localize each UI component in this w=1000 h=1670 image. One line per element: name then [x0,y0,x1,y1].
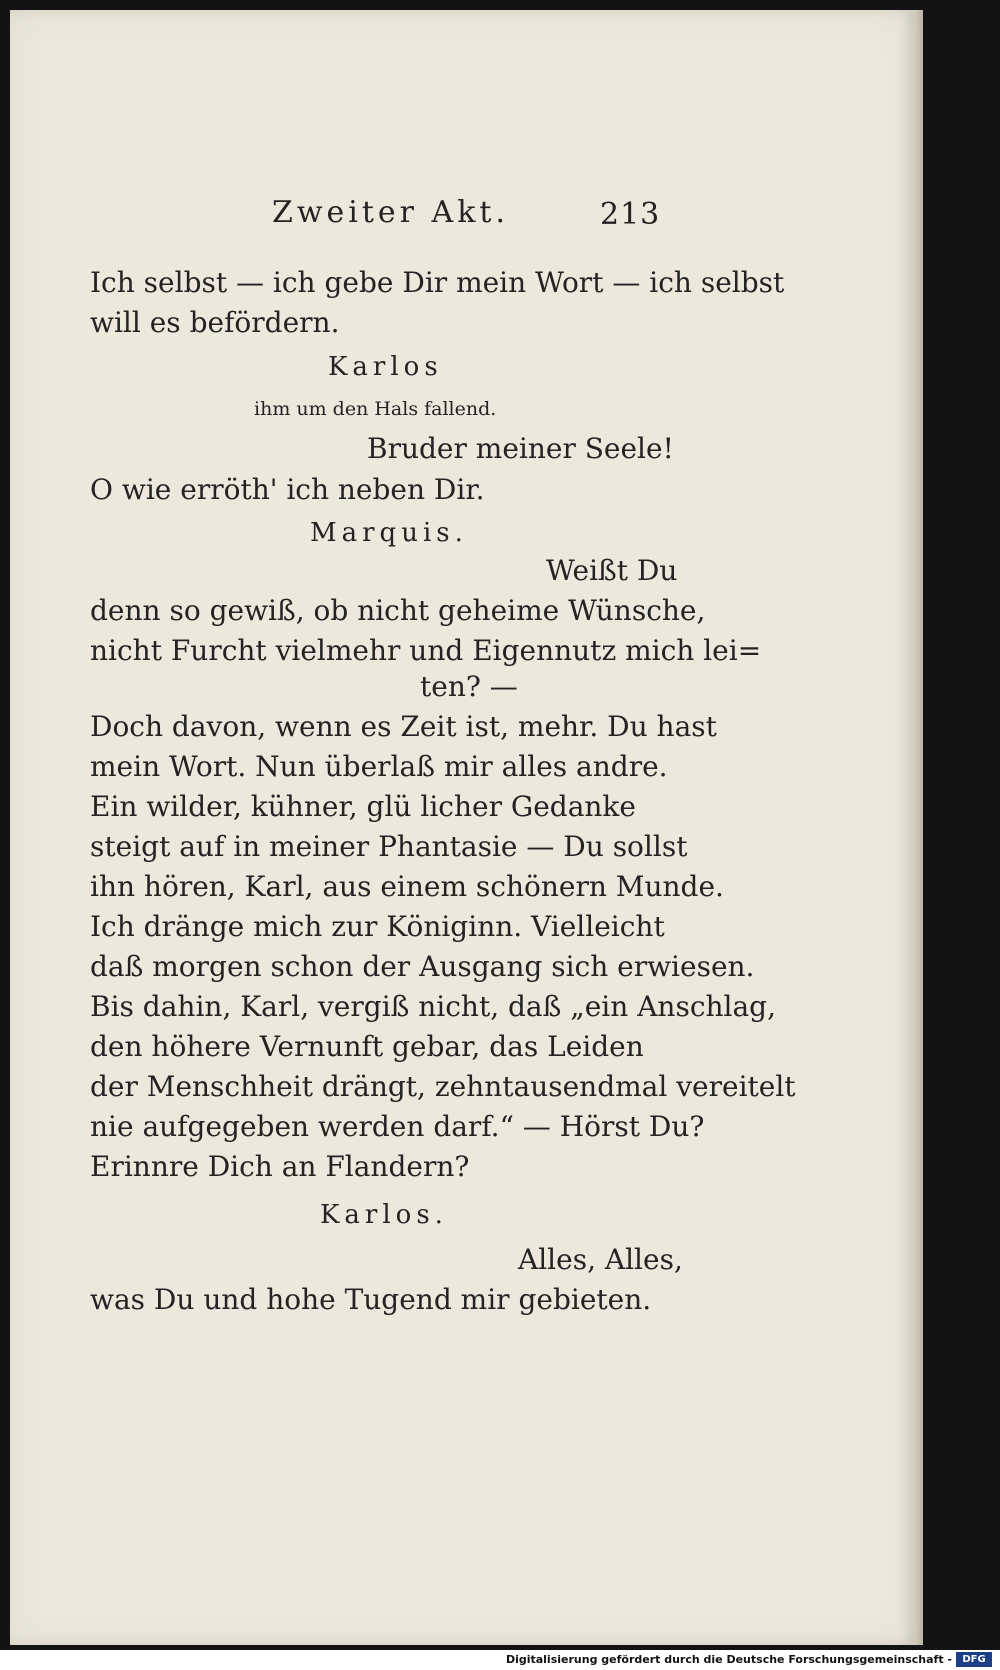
verse-line: nie aufgegeben werden darf.“ — Hörst Du? [90,1110,705,1143]
verse-line: nicht Furcht vielmehr und Eigennutz mich lei= [90,634,762,667]
speaker-name: Karlos. [320,1200,448,1230]
speaker-name: Karlos [328,352,443,382]
verse-line: will es befördern. [90,306,340,339]
verse-line: Alles, Alles, [518,1243,683,1276]
funding-credit: Digitalisierung gefördert durch die Deutsche Forschungsgemeinschaft - [505,1653,952,1666]
stage-direction: ihm um den Hals fallend. [254,398,497,420]
verse-line: Bruder meiner Seele! [367,432,674,465]
verse-line: steigt auf in meiner Phantasie — Du sollst [90,830,688,863]
verse-line: mein Wort. Nun überlaß mir alles andre. [90,750,668,783]
page-edge [913,10,923,1645]
verse-line: der Menschheit drängt, zehntausendmal vereitelt [90,1070,796,1103]
speaker-name: Marquis. [310,518,468,548]
verse-line: Erinnre Dich an Flandern? [90,1150,470,1183]
verse-line: Doch davon, wenn es Zeit ist, mehr. Du hast [90,710,717,743]
verse-line: Weißt Du [546,554,678,587]
verse-line: Bis dahin, Karl, vergiß nicht, daß „ein Anschlag, [90,990,776,1023]
verse-line: daß morgen schon der Ausgang sich erwiesen. [90,950,755,983]
page-number: 213 [600,197,661,232]
verse-line: O wie erröth' ich neben Dir. [90,473,485,506]
running-head: Zweiter Akt. [272,195,509,230]
verse-line: denn so gewiß, ob nicht geheime Wünsche, [90,594,706,627]
verse-line: Ein wilder, kühner, glü licher Gedanke [90,790,636,823]
verse-line: was Du und hohe Tugend mir gebieten. [90,1283,652,1316]
verse-line: ihn hören, Karl, aus einem schönern Munde. [90,870,724,903]
verse-line: ten? — [420,670,518,703]
verse-line: den höhere Vernunft gebar, das Leiden [90,1030,644,1063]
verse-line: Ich dränge mich zur Königinn. Vielleicht [90,910,665,943]
verse-line: Ich selbst — ich gebe Dir mein Wort — ich selbst [90,266,785,299]
footer-bar [0,1650,1000,1670]
book-page [10,10,913,1645]
dfg-logo: DFG [956,1652,992,1667]
